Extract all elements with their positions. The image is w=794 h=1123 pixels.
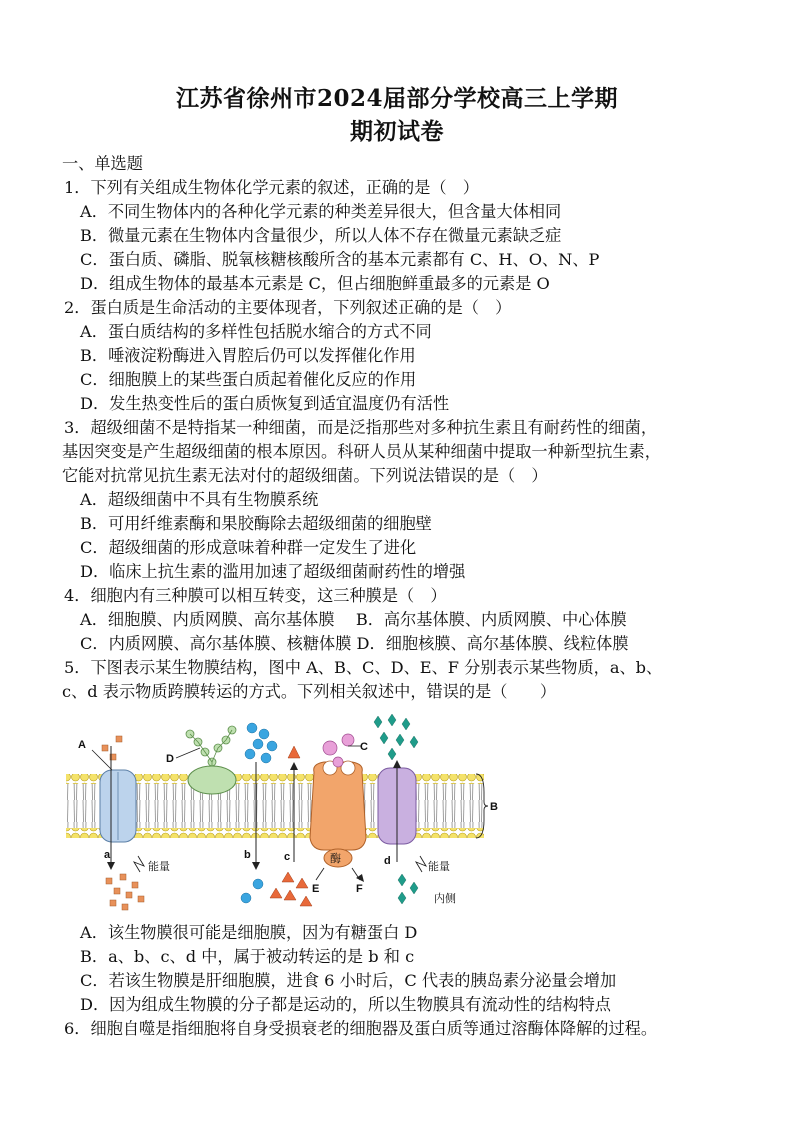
label-inside: 内侧 [434, 892, 456, 905]
question-2-option-c: C．细胞膜上的某些蛋白质起着催化反应的作用 [80, 370, 417, 389]
membrane-structure-diagram [62, 712, 512, 912]
substance-a-squares-inside [106, 874, 144, 910]
question-3-stem-line1: 3．超级细菌不是特指某一种细菌，而是泛指那些对多种抗生素且有耐药性的细菌， [64, 418, 658, 437]
question-5-stem-line1: 5．下图表示某生物膜结构，图中 A、B、C、D、E、F 分别表示某些物质，a、b、 [64, 658, 663, 677]
question-5-option-b: B．a、b、c、d 中，属于被动转运的是 b 和 c [80, 947, 415, 966]
question-1-option-d: D．组成生物体的最基本元素是 C，但占细胞鲜重最多的元素是 O [80, 274, 550, 293]
energy-bolt-a [134, 856, 144, 872]
energy-bolt-d [416, 856, 426, 872]
label-c-lower: c [284, 851, 291, 863]
question-1-stem: 1．下列有关组成生物体化学元素的叙述，正确的是（ ） [64, 178, 479, 197]
question-1-option-b: B．微量元素在生物体内含量很少，所以人体不存在微量元素缺乏症 [80, 226, 562, 245]
question-5-stem-line2: c、d 表示物质跨膜转运的方式。下列相关叙述中，错误的是（ ） [62, 682, 557, 701]
label-f: F [356, 883, 363, 895]
label-a-lower: a [104, 849, 111, 861]
question-6-stem: 6．细胞自噬是指细胞将自身受损衰老的细胞器及蛋白质等通过溶酶体降解的过程。 [64, 1019, 658, 1038]
label-a: A [78, 739, 86, 751]
question-4-options-row2: C．内质网膜、高尔基体膜、核糖体膜 D．细胞核膜、高尔基体膜、线粒体膜 [80, 634, 629, 653]
substance-d-diamonds-inside [398, 874, 418, 904]
question-5-option-c: C．若该生物膜是肝细胞膜，进食 6 小时后，C 代表的胰岛素分泌量会增加 [80, 971, 617, 990]
substance-c-triangles-inside [270, 872, 312, 906]
question-2-option-a: A．蛋白质结构的多样性包括脱水缩合的方式不同 [80, 322, 432, 341]
glycoprotein-d [186, 726, 236, 794]
question-2-option-b: B．唾液淀粉酶进入胃腔后仍可以发挥催化作用 [80, 346, 416, 365]
label-d-leader [176, 748, 200, 758]
arrow-e [316, 868, 324, 880]
substance-b-circles-outside [245, 723, 277, 763]
label-c: C [360, 741, 368, 753]
question-5-option-d: D．因为组成生物膜的分子都是运动的，所以生物膜具有流动性的结构特点 [80, 995, 611, 1014]
question-4-options-row1: A．细胞膜、内质网膜、高尔基体膜 B．高尔基体膜、内质网膜、中心体膜 [80, 610, 627, 629]
label-b-lower: b [244, 849, 251, 861]
question-3-stem-line2: 基因突变是产生超级细菌的根本原因。科研人员从某种细菌中提取一种新型抗生素， [62, 442, 661, 461]
question-1-option-a: A．不同生物体内的各种化学元素的种类差异很大，但含量大体相同 [80, 202, 562, 221]
question-2-stem: 2．蛋白质是生命活动的主要体现者，下列叙述正确的是（ ） [64, 298, 512, 317]
label-a-leader [92, 750, 112, 770]
question-2-option-d: D．发生热变性后的蛋白质恢复到适宜温度仍有活性 [80, 394, 450, 413]
label-enzyme: 酶 [330, 852, 341, 865]
carrier-protein-a [100, 770, 136, 842]
exam-title-line1: 江苏省徐州市2024届部分学校高三上学期 [175, 85, 618, 112]
substance-d-diamonds-outside [374, 714, 418, 760]
exam-title-line2: 期初试卷 [350, 118, 444, 145]
question-3-option-c: C．超级细菌的形成意味着种群一定发生了进化 [80, 538, 417, 557]
question-3-option-a: A．超级细菌中不具有生物膜系统 [80, 490, 319, 509]
receptor-protein [310, 761, 366, 850]
substance-b-circles-inside [241, 879, 263, 903]
question-3-option-b: B．可用纤维素酶和果胶酶除去超级细菌的细胞壁 [80, 514, 432, 533]
label-energy-a: 能量 [148, 860, 170, 873]
substance-c-triangle-outside [288, 746, 300, 758]
question-5-option-a: A．该生物膜很可能是细胞膜，因为有糖蛋白 D [80, 923, 418, 942]
question-1-option-c: C．蛋白质、磷脂、脱氧核糖核酸所含的基本元素都有 C、H、O、N、P [80, 250, 600, 269]
label-b: B [490, 801, 498, 813]
question-4-stem: 4．细胞内有三种膜可以相互转变，这三种膜是（ ） [64, 586, 447, 605]
label-energy-d: 能量 [428, 860, 450, 873]
label-d-lower: d [384, 855, 391, 867]
label-e: E [312, 883, 320, 895]
label-d: D [166, 753, 174, 765]
substance-a-squares-outside [102, 736, 122, 760]
question-3-stem-line3: 它能对抗常见抗生素无法对付的超级细菌。下列说法错误的是（ ） [62, 466, 548, 485]
section-heading: 一、单选题 [62, 154, 143, 173]
question-3-option-d: D．临床上抗生素的滥用加速了超级细菌耐药性的增强 [80, 562, 466, 581]
